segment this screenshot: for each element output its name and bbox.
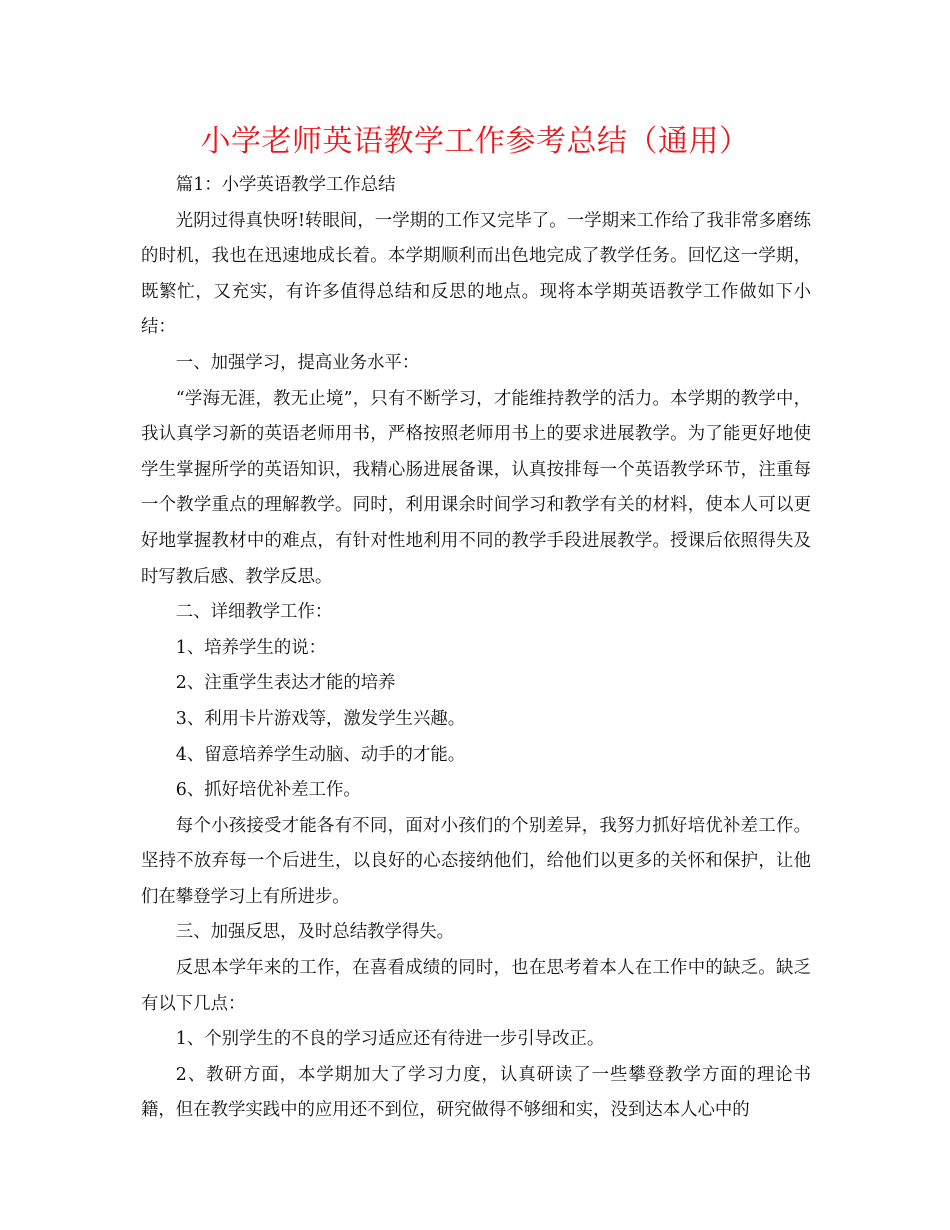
list-item: 2、注重学生表达才能的培养	[175, 673, 396, 694]
list-item: 1、个别学生的不良的学习适应还有待进一步引导改正。	[175, 1029, 605, 1050]
section-heading: 篇1：小学英语教学工作总结	[175, 175, 396, 195]
section-heading: 三、加强反思，及时总结教学得失。	[175, 922, 455, 943]
document-title: 小学老师英语教学工作参考总结（通用）	[200, 124, 750, 159]
paragraph: “学海无涯，教无止境”，只有不断学习，才能维持教学的活力。本学期的教学中，我认真学习新的英语老师用书，严格按照老师用书上的要求进展教学。为了能更好地使学生掌握所学的英语知识，我精心肠进展备课，认真按排每一个英语教学环节，注重每一个教学重点的理解教学。同时，利用课余时间学习和教学有关的材料，使本人可以更好地掌握教材中的难点，有针对性地利用不同的教学手段进展教学。授课后依照得失及时写教后感、教学反思。	[141, 388, 811, 587]
list-item: 6、抓好培优补差工作。	[175, 780, 361, 801]
paragraph: 反思本学年来的工作，在喜看成绩的同时，也在思考着本人在工作中的缺乏。缺乏有以下几点：	[141, 958, 811, 1014]
section-heading: 二、详细教学工作：	[175, 602, 333, 623]
document-body	[141, 168, 811, 1129]
section-heading: 一、加强学习，提高业务水平：	[175, 352, 420, 373]
list-item: 2、教研方面，本学期加大了学习力度，认真研读了一些攀登教学方面的理论书籍，但在教学实践中的应用还不到位，研究做得不够细和实，没到达本人心中的	[141, 1064, 811, 1121]
paragraph: 光阴过得真快呀!转眼间，一学期的工作又完毕了。一学期来工作给了我非常多磨练的时机，我也在迅速地成长着。本学期顺利而出色地完成了教学任务。回忆这一学期，既繁忙，又充实，有许多值得总结和反思的地点。现将本学期英语教学工作做如下小结：	[141, 210, 811, 338]
list-item: 1、培养学生的说：	[175, 637, 326, 658]
paragraph: 每个小孩接受才能各有不同，面对小孩们的个别差异，我努力抓好培优补差工作。坚持不放弃每一个后进生，以良好的心态接纳他们，给他们以更多的关怀和保护，让他们在攀登学习上有所进步。	[141, 815, 811, 907]
list-item: 4、留意培养学生动脑、动手的才能。	[175, 744, 466, 765]
list-item: 3、利用卡片游戏等，激发学生兴趣。	[175, 708, 466, 729]
